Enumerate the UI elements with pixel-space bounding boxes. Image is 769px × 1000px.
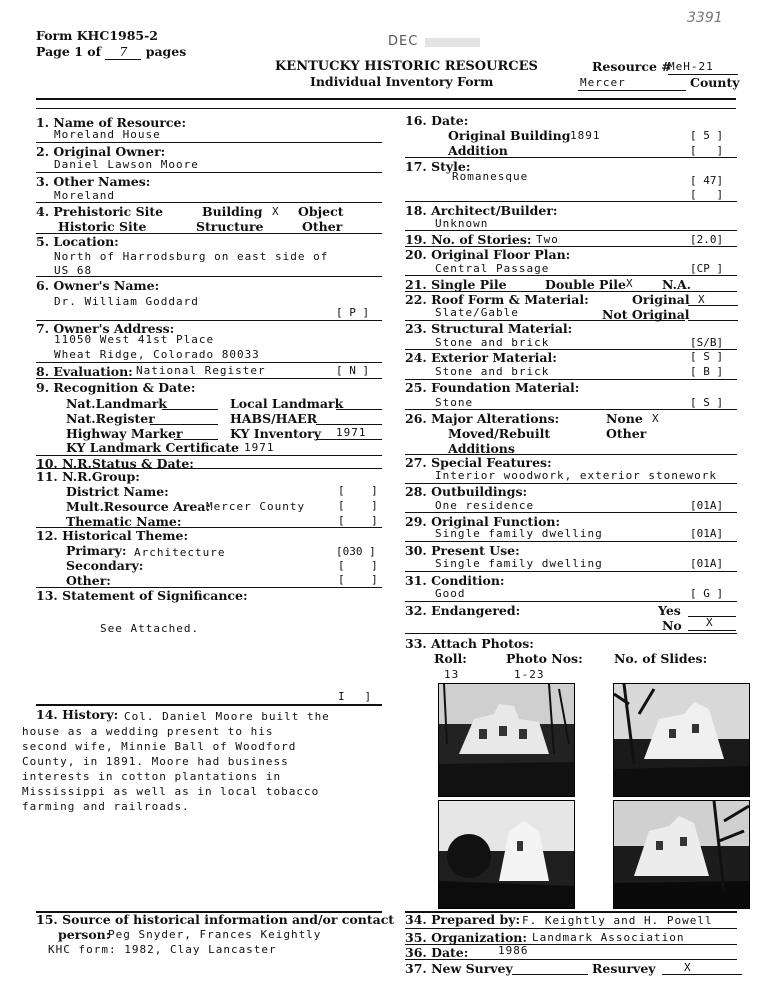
f4-structure: Structure <box>196 219 264 234</box>
f12-primary: Primary: <box>66 543 127 558</box>
f16-code-value: 5 <box>703 129 710 142</box>
form-number: Form KHC1985-2 <box>36 28 158 43</box>
f16-addition-code: [ ] <box>690 144 724 157</box>
f26-none: None <box>606 411 643 426</box>
f12-label: 12. Historical Theme: <box>36 528 189 543</box>
received-stamp: DEC <box>388 34 419 49</box>
f7-label: 7. Owner's Address: <box>36 321 175 336</box>
f11-district-code: [ ] <box>338 484 378 497</box>
f32-yes: Yes <box>658 603 681 618</box>
f25-code-value: S <box>703 396 710 409</box>
f19-code: [2.0] <box>690 233 724 246</box>
f15-label-1: 15. Source of historical information and/or contact <box>36 912 395 927</box>
f24-code-2: [ B ] <box>690 365 724 378</box>
f26-check: X <box>652 412 660 425</box>
f28-value: One residence <box>435 499 535 512</box>
f12-primary-value: Architecture <box>134 546 226 559</box>
header-rule-top <box>36 98 736 100</box>
f30-code: [01A] <box>690 557 724 570</box>
f27-value: Interior woodwork, exterior stonework <box>435 469 718 482</box>
f31-label: 31. Condition: <box>405 573 505 588</box>
f17-label: 17. Style: <box>405 159 471 174</box>
f6-label: 6. Owner's Name: <box>36 278 160 293</box>
f2-value: Daniel Lawson Moore <box>54 158 199 171</box>
f14-line-3: County, in 1891. Moore had business <box>22 755 289 768</box>
f23-value: Stone and brick <box>435 336 550 349</box>
f19-code-value: 2.0 <box>696 233 717 246</box>
resource-number: MeH-21 <box>668 60 714 73</box>
f12-code: [030 ] <box>336 545 376 558</box>
f31-code: [ G ] <box>690 587 724 600</box>
f9-highway: Highway Marker <box>66 426 183 441</box>
f6-code-value: P <box>349 306 356 319</box>
f26-additions: Additions <box>448 441 515 456</box>
f14-label: 14. History: <box>36 707 119 722</box>
f34-label: 34. Prepared by: <box>405 912 521 927</box>
form-subtitle: Individual Inventory Form <box>310 74 494 89</box>
f14-line-2: second wife, Minnie Ball of Woodford <box>22 740 297 753</box>
f24-label: 24. Exterior Material: <box>405 350 557 365</box>
f18-label: 18. Architect/Builder: <box>405 203 558 218</box>
f20-code: [CP ] <box>690 262 724 275</box>
f11-mra-code: [ ] <box>338 499 378 512</box>
f17-code-2: [ ] <box>690 188 724 201</box>
f26-other: Other <box>606 426 647 441</box>
photo-3-image <box>439 801 574 908</box>
f1-value: Moreland House <box>54 128 161 141</box>
f20-code-value: CP <box>696 262 710 275</box>
f8-code: [ N ] <box>336 364 370 377</box>
f29-code: [01A] <box>690 527 724 540</box>
f27-label: 27. Special Features: <box>405 455 552 470</box>
f33-roll: Roll: <box>434 651 467 666</box>
f28-code-value: 01A <box>696 499 717 512</box>
f2-label: 2. Original Owner: <box>36 144 166 159</box>
f13-value: See Attached. <box>100 622 200 635</box>
page-of-label: Page 1 of <box>36 44 101 59</box>
f17-code-value: 47 <box>703 174 717 187</box>
photo-2-image <box>614 684 749 796</box>
f6-code: [ P ] <box>336 306 370 319</box>
f5-line1: North of Harrodsburg on east side of <box>54 250 329 263</box>
f18-value: Unknown <box>435 217 489 230</box>
f8-value: National Register <box>136 364 266 377</box>
f9-kyinventory-value: 1971 <box>336 426 367 439</box>
f9-label: 9. Recognition & Date: <box>36 380 196 395</box>
f15-line2: KHC form: 1982, Clay Lancaster <box>48 943 277 956</box>
pages-label: pages <box>145 44 187 59</box>
f11-thematic: Thematic Name: <box>66 514 182 529</box>
f11-district: District Name: <box>66 484 169 499</box>
f13-code: I ] <box>338 690 372 703</box>
f25-code: [ S ] <box>690 396 724 409</box>
f14-line-4: interests in cotton plantations in <box>22 770 282 783</box>
f32-no: No <box>662 618 682 633</box>
f33-roll-value: 13 <box>444 668 460 681</box>
f11-mra: Mult.Resource Area: <box>66 499 211 514</box>
f26-moved: Moved/Rebuilt <box>448 426 551 441</box>
photo-3 <box>438 800 575 909</box>
f30-label: 30. Present Use: <box>405 543 520 558</box>
photo-4 <box>613 800 750 909</box>
f32-label: 32. Endangered: <box>405 603 521 618</box>
f9-kyinventory: KY Inventory <box>230 426 322 441</box>
f14-line-0: Col. Daniel Moore built the <box>124 710 330 723</box>
photo-2 <box>613 683 750 797</box>
photo-1-image <box>439 684 574 796</box>
f16-orig-value: 1891 <box>570 129 601 142</box>
f23-code: [S/B] <box>690 336 724 349</box>
county-label: County <box>690 75 740 90</box>
f21-check: X <box>626 277 634 290</box>
f31-value: Good <box>435 587 466 600</box>
f7-line2: Wheat Ridge, Colorado 80033 <box>54 348 260 361</box>
f20-label: 20. Original Floor Plan: <box>405 247 571 262</box>
f22-label: 22. Roof Form & Material: <box>405 292 589 307</box>
f36-label: 36. Date: <box>405 945 469 960</box>
f1-label: 1. Name of Resource: <box>36 115 187 130</box>
f4-other: Other <box>302 219 343 234</box>
f14-line-6: farming and railroads. <box>22 800 190 813</box>
f31-code-value: G <box>703 587 710 600</box>
f10-label: 10. N.R.Status & Date: <box>36 456 194 471</box>
f19-value: Two <box>536 233 559 246</box>
f11-thematic-code: [ ] <box>338 514 378 527</box>
f37-resurvey: Resurvey <box>592 961 656 976</box>
f8-code-value: N <box>349 364 356 377</box>
f16-label: 16. Date: <box>405 113 469 128</box>
f29-code-value: 01A <box>696 527 717 540</box>
f5-label: 5. Location: <box>36 234 119 249</box>
f37-check: X <box>684 961 692 974</box>
f21-na: N.A. <box>662 277 692 292</box>
f6-value: Dr. William Goddard <box>54 295 199 308</box>
f33-photo-value: 1-23 <box>514 668 545 681</box>
stamp-smudge <box>425 38 480 47</box>
resource-label: Resource # <box>592 59 672 74</box>
f29-label: 29. Original Function: <box>405 514 561 529</box>
f33-slides: No. of Slides: <box>614 651 708 666</box>
f12-code-value: 030 <box>342 545 363 558</box>
f22-original: Original <box>632 292 690 307</box>
f29-value: Single family dwelling <box>435 527 603 540</box>
f17-value: Romanesque <box>452 170 529 183</box>
f20-value: Central Passage <box>435 262 550 275</box>
f24-value: Stone and brick <box>435 365 550 378</box>
f14-line-5: Mississippi as well as in local tobacco <box>22 785 320 798</box>
f14-line-1: house as a wedding present to his <box>22 725 274 738</box>
f9-habs: HABS/HAER <box>230 411 318 426</box>
header-rule-bottom <box>36 108 736 109</box>
f22-value: Slate/Gable <box>435 306 519 319</box>
f5-line2: US 68 <box>54 264 93 277</box>
f17-code: [ 47] <box>690 174 724 187</box>
f4-label: 4. Prehistoric Site <box>36 204 164 219</box>
f9-kycert: KY Landmark Certificate <box>66 440 239 455</box>
f4-object: Object <box>298 204 344 219</box>
f22-notorig: Not Original <box>602 307 690 322</box>
page-label <box>36 44 186 60</box>
f32-no-value: X <box>706 616 714 629</box>
f15-label-2: person: <box>58 927 111 942</box>
f16-code: [ 5 ] <box>690 129 724 142</box>
f16-orig: Original Building <box>448 128 571 143</box>
f12-secondary-code: [ ] <box>338 559 378 572</box>
f13-label: 13. Statement of Significance: <box>36 588 248 603</box>
f26-label: 26. Major Alterations: <box>405 411 560 426</box>
f15-line1: Peg Snyder, Frances Keightly <box>108 928 322 941</box>
f21-label: 21. Single Pile <box>405 277 507 292</box>
f28-code: [01A] <box>690 499 724 512</box>
f12-other: Other: <box>66 573 111 588</box>
f30-value: Single family dwelling <box>435 557 603 570</box>
f25-value: Stone <box>435 396 474 409</box>
f34-value: F. Keightly and H. Powell <box>522 914 713 927</box>
f4-building: Building <box>202 204 263 219</box>
photo-4-image <box>614 801 749 908</box>
county-value: Mercer <box>580 76 626 89</box>
f4-historic: Historic Site <box>58 219 147 234</box>
f12-other-code: [ ] <box>338 573 378 586</box>
f24-code1-value: S <box>703 350 710 363</box>
f9-natregister: Nat.Register <box>66 411 155 426</box>
f25-label: 25. Foundation Material: <box>405 380 580 395</box>
f8-label: 8. Evaluation: <box>36 364 133 379</box>
f24-code-1: [ S ] <box>690 350 724 363</box>
f11-label: 11. N.R.Group: <box>36 469 140 484</box>
f23-label: 23. Structural Material: <box>405 321 573 336</box>
f3-label: 3. Other Names: <box>36 174 151 189</box>
f9-locallandmark: Local Landmark <box>230 396 344 411</box>
f11-mra-value: Mercer County <box>206 500 306 513</box>
f3-value: Moreland <box>54 189 115 202</box>
f30-code-value: 01A <box>696 557 717 570</box>
f4-check: X <box>272 205 280 218</box>
page-total: 7 <box>105 44 141 60</box>
f19-label: 19. No. of Stories: <box>405 232 532 247</box>
form-title: KENTUCKY HISTORIC RESOURCES <box>275 59 538 74</box>
f22-check: X <box>698 293 706 306</box>
f33-photo: Photo Nos: <box>506 651 583 666</box>
f12-secondary: Secondary: <box>66 558 144 573</box>
f35-value: Landmark Association <box>532 931 685 944</box>
f28-label: 28. Outbuildings: <box>405 484 528 499</box>
f7-line1: 11050 West 41st Place <box>54 333 215 346</box>
f16-addition: Addition <box>448 143 508 158</box>
f36-value: 1986 <box>498 944 529 957</box>
f9-kycert-value: 1971 <box>244 441 275 454</box>
photo-1 <box>438 683 575 797</box>
f13-code-value: I <box>338 690 345 703</box>
f24-code2-value: B <box>703 365 710 378</box>
f35-label: 35. Organization: <box>405 930 528 945</box>
f9-natlandmark: Nat.Landmark <box>66 396 167 411</box>
f21-double: Double Pile <box>545 277 626 292</box>
f33-label: 33. Attach Photos: <box>405 636 534 651</box>
handwritten-number: 3391 <box>687 10 723 26</box>
f23-code-value: S/B <box>696 336 717 349</box>
f37-label: 37. New Survey <box>405 961 513 976</box>
